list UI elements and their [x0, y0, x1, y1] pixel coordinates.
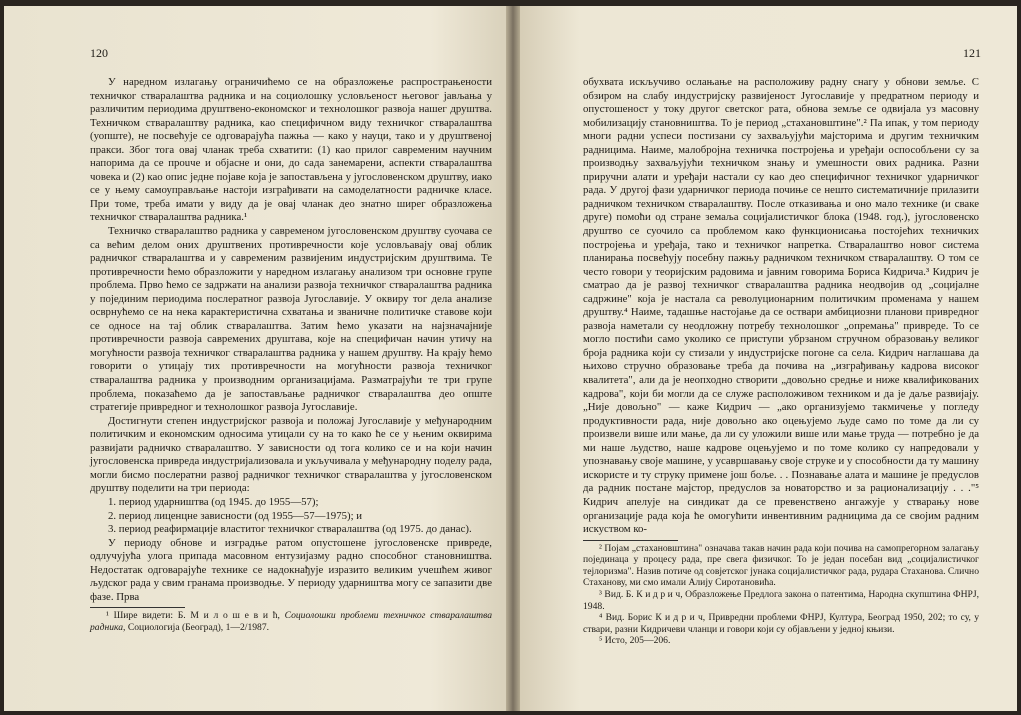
list-item: 2. период лиценцне зависности (од 1955—57—1975); и [108, 509, 363, 522]
paragraph: У периоду обнове и изградње ратом опустошене југословенске привреде, одлучујућа улога припада масовном ентузијазму радно способног становништва. Недостатак одговарајуће технике се надокнађује изразито великим учешћем живог људског рада у свим гранама производње. У периоду ударништва могу се запазити две фазе. Прва [90, 536, 492, 603]
footnote-divider [90, 607, 185, 608]
paragraph: Достигнути степен индустријског развоја и положај Југославије у међународним политичким и економским односима утицали су на то како ће се у њеним оквирима развијати радничко стваралаштво. У зависности од тога колико се и на који начин југословенска привреда индустријализовала и укључивала у међународну поделу рада, могли бисмо послератни развој радничког техничког стваралаштва у југословенском друштву поделити на три периода: [90, 414, 492, 495]
list-item: 1. период ударништва (од 1945. до 1955—57); [108, 495, 319, 508]
footnote [90, 610, 492, 633]
footnote-divider [583, 540, 678, 541]
paragraph: У наредном излагању ограничићемо се на образложење распрострањености техничког стваралаштва радника и на социолошку условљеност његовог јављања у различитим периодима друштвено-економског и технолошког развоја нашег друштва. Техничком стваралаштву радника, као специфичном виду техничког стваралаштва (уопште), не посвећује се одговарајућа пажња — како у науци, тако и у друштвеној пракси. Због тога овај чланак треба схватити: (1) као прилог савременим научним напорима да се прouче и објасне и они, до сада занемарени, аспекти стваралаштва човека и (2) као опис једне појаве која је запостављена у југословенском друштву, иако се у њему самоуправљање настоји изграђивати на самоделатности радничке класе. При томе, треба имати у виду да је овај чланак део знатно ширег образложења техничког стваралаштва радника.¹ [90, 76, 492, 224]
page-number: 120 [90, 46, 108, 60]
paragraph: обухвата искључиво ослањање на расположиву радну снагу у обнови земље. С обзиром на слабу индустријску развијеност Југославије у предратном периоду и опустошеност у току другог светског рата, обнова земље се одвијала уз масовну мобилизацију становништва. То је период „стахановштине".² Па ипак, у том периоду многи радни успеси постизани су захваљујући мајсторима и другим техничким радницима. Наиме, малобројна техничка постројења и уређаји оспособљени су за производњу захваљујући техничком знању и умешности ових радника. Разни приручни алати и уређаји настали су као део специфичног техничког ударничког рада. У другој фази ударничког периода почиње се нешто систематичније прилазити радничком техничком стваралаштву. После отказивања и оно мало технике (и сваке друге) помоћи од стране земаља социјалистичког блока (1948. год.), југословенско друштво се суочило са проблемом како функционисања постојећих техничких постројења и уређаја, тако и техничког напретка. Стваралаштво новог система планирања посвећују посебну пажњу радничком техничком стваралаштву. О том се често говори у теоријским радовима и јавним говорима Бориса Кидрича.³ Кидрич је сматрао да је развој техничког стваралаштва радника неодвојив од „социјалне садржине" која је настала са револуционарним политичким променама у нашем друштву.⁴ Наиме, тадашње настојање да се оствари амбициозни планови привредног развоја наметали су неодложну потребу технолошког „опремања" привреде. То се могло постићи само уколико се приступи убрзаном стручном образовању великог броја радника који су стизали у индустријске погоне са села. Кидрич наглашава да њихово стручно образовање треба да почива на „изграђивању кадрова високог квалитета", али да је неопходно створити „довољно средње и ниже квалификованих кадрова", који би могли да се служе расположивом техником и да је даље развијају. „Није довољно" — каже Кидрич — „ако организујемо такмичење у погледу продуктивности рада, није довољно ако оцењујемо људе само по томе да ли су произвели више или мање, да ли су уложили више или мање труда — потребно је да ми наше људство, наше кадрове оцењујемо и по томе колико су напредовали у упознавању своје машине, у усавршавању своје струке и у способности да ту машину искористе и ту струку примене још боље. . . Познавање алата и машине је предуслов да радник постане мајстор, предуслов за новаторство и за рационализацију . . ."⁵ Кидрич апелује на синдикат да се превенствено ангажује у стварању нове организације рада која ће омогућити инвентивним радницима да се својим радним искуством ко- [583, 76, 979, 536]
left-page-body [90, 76, 492, 634]
footnote: ² Појам „стахановштина" означава такав начин рада који почива на самопрегорном залагању појединаца у процесу рада, пре свега физичког. То је један посебан вид „социјалистичког тејлоризма". Назив потиче од совјетског јунака социјалистичког рада, рудара Стаханова. Слично Стаханову, ми смо имали Алију Сиротановића. [583, 542, 979, 589]
right-page-body [583, 76, 979, 647]
footnote-lead: Шире видети: Б. М и л о ш е в и ћ, [113, 610, 280, 622]
paragraph: Техничко стваралаштво радника у савременом југословенском друштву суочава се са већим делом оних друштвених противречности које условљавају овај облик радничког стваралаштва и у савременим развијеним индустријским друштвима. Те противречности ћемо образложити у наредном излагању анализом три основне групе проблема. Прво ћемо се задржати на анализи развоја техничког стваралаштва радника у појединим периодима послератног развоја Југославије. У оквиру тог дела анализе осврнућемо се на нека карактеристична схватања и званичне политичке ставове који се односе на тај облик стваралаштва. Затим ћемо указати на најзначајније противречности развоја савремених друштава, које на специфичан начин утичу на могућности развоја техничког стваралаштва радника у нашем друштву. На крају ћемо говорити о утицају тих противречности на могућности развоја техничког стваралаштва радника у производним организацијама. Разматрајући те три групе проблема, показаћемо да је запостављање радничког стваралаштва део опште стратегије привредног и технолошког развоја Југославије. [90, 225, 492, 414]
footnotes [90, 610, 492, 633]
footnote-title: Социолошки проблеми техничког стваралаштва радника, [90, 610, 492, 633]
footnote: ³ Вид. Б. К и д р и ч, Образложење Предлога закона о патентима, Народна скупштина ФНРЈ, 1948. [583, 588, 979, 612]
periods-list [90, 496, 492, 537]
page-number: 121 [963, 46, 981, 60]
right-page [520, 6, 1017, 711]
book-gutter [506, 6, 520, 711]
footnote: ⁴ Вид. Борис К и д р и ч, Привредни проблеми ФНРЈ, Култура, Београд 1950, 202; то су, у ствари, разни Кидричеви чланци и говори који су објављени у једној књизи. [583, 612, 979, 635]
left-page [4, 6, 506, 711]
footnote-number: ¹ [106, 610, 109, 622]
footnotes [583, 543, 979, 647]
list-item: 3. период реафирмације властитог техничког стваралаштва (од 1975. до данас). [108, 523, 472, 536]
footnote-tail: Социологија (Београд), 1—2/1987. [127, 621, 270, 633]
footnote: ⁵ Исто, 205—206. [599, 635, 671, 647]
